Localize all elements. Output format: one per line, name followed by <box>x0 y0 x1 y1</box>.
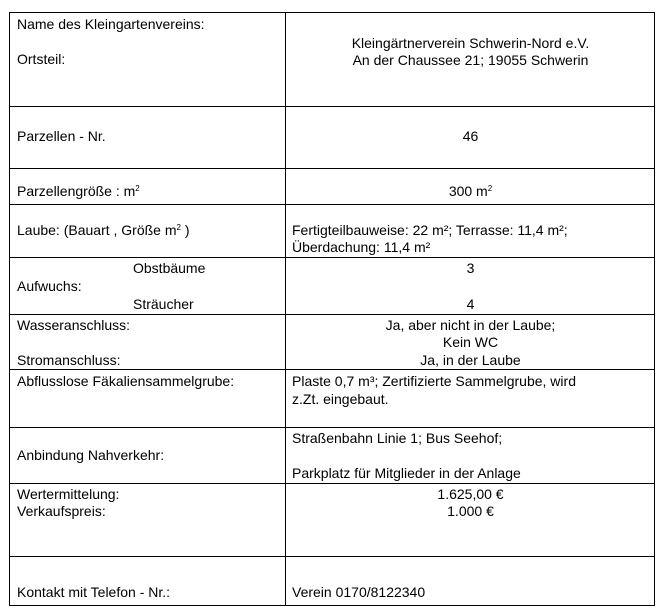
table-border-left <box>9 12 10 606</box>
wert-label: Wertermittelung: <box>17 486 120 502</box>
parzelle-value: 46 <box>462 128 479 144</box>
groesse-value <box>286 183 655 200</box>
wasser-label: Wasseranschluss: <box>17 317 131 333</box>
strom-label: Stromanschluss: <box>17 352 121 368</box>
grube-label: Abflusslose Fäkaliensammelgrube: <box>17 373 235 389</box>
grube-value-line2: z.Zt. eingebaut. <box>292 391 389 407</box>
laube-label-superscript: 2 <box>176 223 181 232</box>
laube-label-end: ) <box>180 222 190 238</box>
table-divider <box>9 168 655 169</box>
straeucher-value: 4 <box>466 296 475 312</box>
obstbaeume-label: Obstbäume <box>133 260 206 276</box>
grube-value-line1: Plaste 0,7 m³; Zertifizierte Sammelgrube, wird <box>292 373 576 389</box>
table-divider <box>9 106 655 107</box>
verein-label: Name des Kleingartenvereins: <box>17 16 205 32</box>
nahverkehr-value-line2: Parkplatz für Mitglieder in der Anlage <box>292 465 521 481</box>
table-border-bottom <box>9 605 655 606</box>
table-divider <box>9 427 655 428</box>
verein-name: Kleingärtnerverein Schwerin-Nord e.V. <box>351 35 590 51</box>
kontakt-value: Verein 0170/8122340 <box>292 584 426 600</box>
obstbaeume-value: 3 <box>466 260 475 276</box>
wert-value: 1.625,00 € <box>437 486 504 502</box>
preis-value: 1.000 € <box>447 503 494 519</box>
groesse-label-text: Parzellengröße : m <box>17 183 136 199</box>
strom-value: Ja, in der Laube <box>420 352 521 368</box>
table-divider <box>9 556 655 557</box>
table-divider <box>9 369 655 370</box>
groesse-value-text: 300 m <box>448 183 488 199</box>
groesse-label <box>17 183 140 200</box>
aufwuchs-label: Aufwuchs: <box>17 278 82 294</box>
kontakt-label: Kontakt mit Telefon - Nr.: <box>17 584 171 600</box>
laube-label <box>17 222 190 239</box>
table-divider <box>9 314 655 315</box>
laube-label-text: Laube: (Bauart , Größe m <box>17 222 177 238</box>
groesse-label-superscript: 2 <box>135 184 140 193</box>
straeucher-label: Sträucher <box>133 296 194 312</box>
wasser-value-line2: Kein WC <box>442 334 499 350</box>
laube-value-line1: Fertigteilbauweise: 22 m²; Terrasse: 11,4 m²; <box>292 222 568 238</box>
table-divider <box>9 483 655 484</box>
verein-adresse: An der Chaussee 21; 19055 Schwerin <box>352 52 589 68</box>
nahverkehr-label: Anbindung Nahverkehr: <box>17 447 165 463</box>
parzelle-label: Parzellen - Nr. <box>17 128 106 144</box>
ortsteil-label: Ortsteil: <box>17 51 66 67</box>
groesse-value-superscript: 2 <box>487 184 493 193</box>
wasser-value-line1: Ja, aber nicht in der Laube; <box>385 317 556 333</box>
table-divider <box>9 257 655 258</box>
preis-label: Verkaufspreis: <box>17 503 106 519</box>
table-border-top <box>9 12 655 13</box>
table-divider <box>9 204 655 205</box>
laube-value-line2: Überdachung: 11,4 m² <box>292 239 431 255</box>
nahverkehr-value-line1: Straßenbahn Linie 1; Bus Seehof; <box>292 430 503 446</box>
